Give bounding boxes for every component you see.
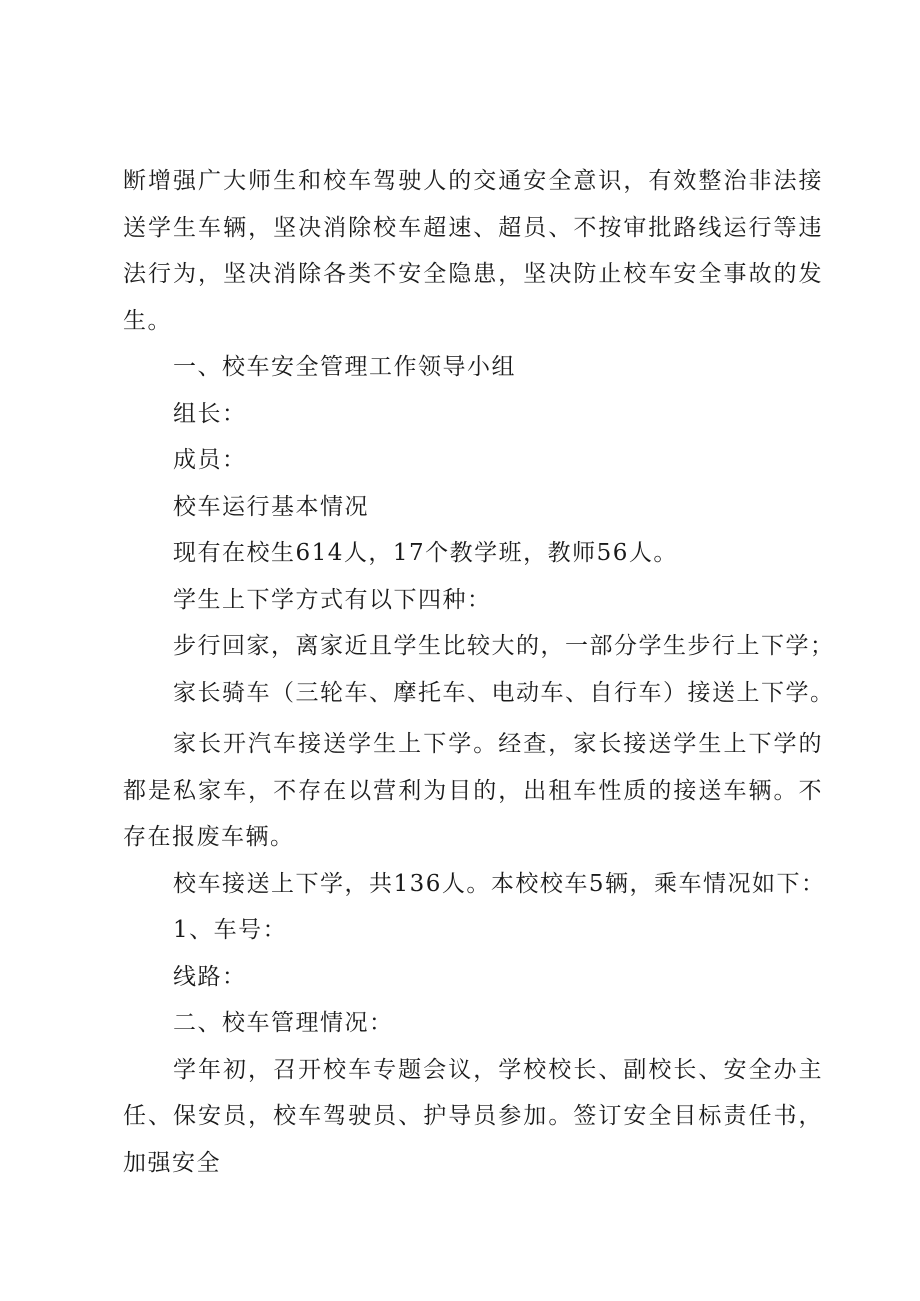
bus-management-paragraph: 学年初，召开校车专题会议，学校校长、副校长、安全办主任、保安员，校车驾驶员、护导员参加。签订安全目标责任书，加强安全	[123, 1056, 823, 1176]
bus-route-line: 线路：	[173, 963, 247, 990]
section-heading-leadership-group: 一、校车安全管理工作领导小组	[173, 354, 516, 380]
document-body	[123, 158, 835, 1186]
school-bus-ridership: 校车接送上下学，共136人。本校校车5辆，乘车情况如下：	[173, 870, 826, 897]
paragraph-continuation: 断增强广大师生和校车驾驶人的交通安全意识，有效整治非法接送学生车辆，坚决消除校车超速、超员、不按审批路线运行等违法行为，坚决消除各类不安全隐患，坚决防止校车安全事故的发生。	[123, 168, 823, 334]
commute-methods-intro: 学生上下学方式有以下四种：	[173, 586, 492, 613]
commute-method-walking: 步行回家，离家近且学生比较大的，一部分学生步行上下学；	[173, 633, 835, 659]
section-heading-bus-management: 二、校车管理情况：	[173, 1010, 394, 1036]
commute-method-parent-car: 家长开汽车接送学生上下学。经查，家长接送学生上下学的都是私家车，不存在以营利为目的，出租车性质的接送车辆。不存在报废车辆。	[123, 731, 823, 850]
commute-method-parent-bike: 家长骑车（三轮车、摩托车、电动车、自行车）接送上下学。	[173, 679, 835, 706]
bus-number-line: 1、车号：	[173, 917, 288, 943]
subheading-operation-status: 校车运行基本情况	[173, 493, 369, 520]
student-count-line: 现有在校生614人，17个教学班，教师56人。	[173, 540, 678, 566]
group-members-line: 成员：	[173, 447, 247, 473]
group-leader-line: 组长：	[173, 400, 247, 427]
